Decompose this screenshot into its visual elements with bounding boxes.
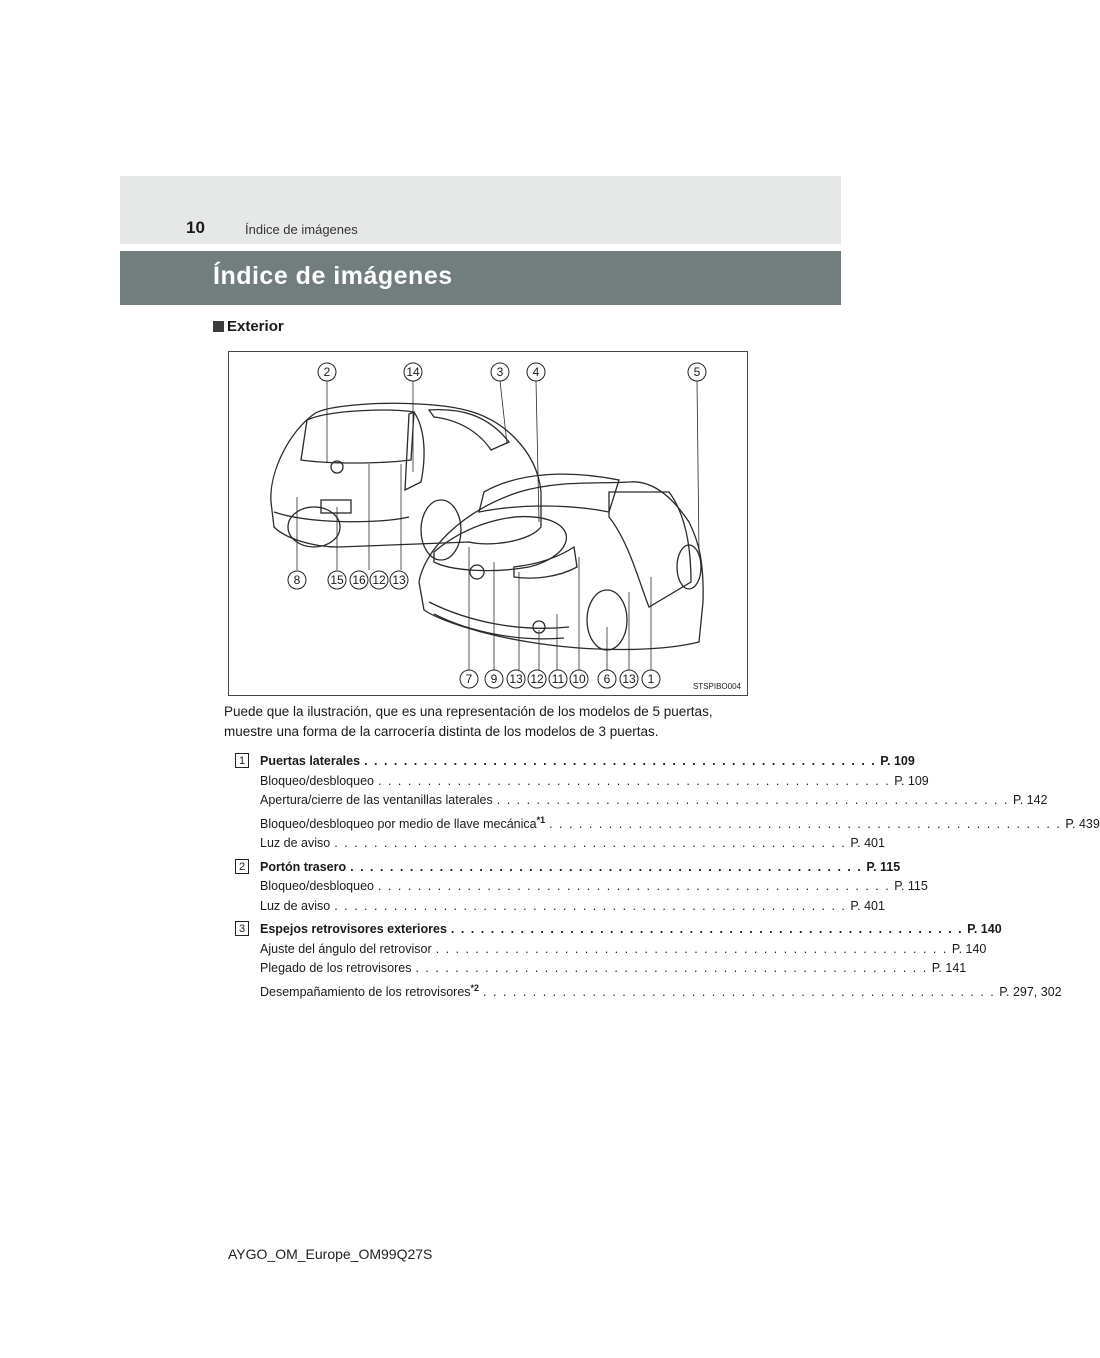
item-label: Portón trasero [260,859,347,874]
rear-lamp [405,412,424,490]
item-page: P. 109 [880,754,915,768]
page-number: 10 [186,218,205,237]
front-door [609,492,691,607]
index-subitem: Bloqueo/desbloqueo . . . . . . . . . . . . . . . . . . . . . . . . . . . . . . . . . . . . . . . . . . . . . . . . . . . . P. 109 [260,773,929,788]
callout-top-4: 4 [532,365,540,379]
index-subitem: Apertura/cierre de las ventanillas laterales . . . . . . . . . . . . . . . . . . . . . . . . . . . . . . . . . . . . . . . . . . . . . . . . . . . . P. 142 [260,793,1048,807]
item-label: Espejos retrovisores exteriores [260,922,447,937]
callout-bottom-8: 13 [622,672,636,686]
index-list [235,752,1100,1006]
header-band [120,176,841,244]
item-page: P. 115 [866,859,901,874]
running-title: Índice de imágenes [245,222,358,237]
callout-top-2: 14 [406,365,420,379]
callout-bottom-4: 12 [530,672,544,686]
section-heading [213,318,284,335]
callout-left-3: 16 [352,573,366,587]
car-exterior-figure [228,351,748,696]
callout-left-2: 15 [330,573,344,587]
callout-left-4: 12 [372,573,386,587]
index-subitem: Plegado de los retrovisores . . . . . . . . . . . . . . . . . . . . . . . . . . . . . . . . . . . . . . . . . . . . . . . . . . . . P. 141 [260,961,967,976]
index-subitem: Bloqueo/desbloqueo . . . . . . . . . . . . . . . . . . . . . . . . . . . . . . . . . . . . . . . . . . . . . . . . . . . . P. 115 [260,879,928,894]
index-group-1 [235,752,1100,854]
figure-caption: Puede que la ilustración, que es una representación de los modelos de 5 puertas, muestre una forma de la carrocería distinta de los modelos de 3 puertas. [224,704,713,739]
front-grille [429,602,569,628]
car-illustration [229,352,747,695]
index-item-main: 2 Portón trasero . . . . . . . . . . . . . . . . . . . . . . . . . . . . . . . . . . . . . . . . . . . . . . . . . . . . P. 115 [235,858,725,878]
figure-code: STSPIBO004 [692,682,741,691]
callout-top-3: 3 [496,365,504,379]
item-page: P. 140 [967,922,1002,937]
item-number-badge: 2 [235,859,249,874]
callout-bottom-1: 7 [465,672,473,686]
callout-top-5: 5 [693,365,701,379]
item-label: Puertas laterales [260,754,361,768]
section-label: Exterior [227,318,284,335]
front-emblem [470,565,484,579]
index-item-main: 1 Puertas laterales . . . . . . . . . . . . . . . . . . . . . . . . . . . . . . . . . . . . . . . . . . . . . . . . . . . . P. 109 [235,752,725,772]
index-group-3 [235,920,1062,1002]
index-group-2 [235,858,928,917]
callout-bottom-6: 10 [572,672,586,686]
callout-bottom-2: 9 [490,672,498,686]
callout-left-1: 8 [293,573,301,587]
index-subitem: Luz de aviso . . . . . . . . . . . . . . . . . . . . . . . . . . . . . . . . . . . . . . . . . . . . . . . . . . . . P. 401 [260,898,885,913]
front-windshield [479,474,619,512]
callout-top-1: 2 [323,365,331,379]
rear-side-window [429,410,509,450]
page-title: Índice de imágenes [213,262,453,290]
index-subitem: Ajuste del ángulo del retrovisor . . . . . . . . . . . . . . . . . . . . . . . . . . . . . . . . . . . . . . . . . . . . . . . . . . . . P. 140 [260,941,987,956]
callout-left-5: 13 [392,573,406,587]
headlamp [514,547,577,578]
index-subitem: Desempañamiento de los retrovisores$^{*2}$ . . . . . . . . . . . . . . . . . . . . . . . . . . . . . . . . . . . . . . . . . . . . . . . . . . . . P. 297, 302 [260,982,1062,999]
square-bullet-icon [213,321,224,332]
rear-wheel-right [421,500,461,560]
footer-code: AYGO_OM_Europe_OM99Q27S [228,1246,433,1262]
item-number-badge: 1 [235,753,249,768]
callout-bottom-9: 1 [647,672,655,686]
rear-window [301,410,414,463]
index-item-main: 3 Espejos retrovisores exteriores . . . . . . . . . . . . . . . . . . . . . . . . . . . . . . . . . . . . . . . . . . . . . . . . . . . . P. 140 [235,920,725,940]
callout-bottom-7: 6 [603,672,611,686]
item-number-badge: 3 [235,921,249,936]
callout-bottom-3: 13 [509,672,523,686]
rear-plate [321,500,351,513]
callout-bottom-5: 11 [551,672,565,686]
index-subitem: Luz de aviso . . . . . . . . . . . . . . . . . . . . . . . . . . . . . . . . . . . . . . . . . . . . . . . . . . . . P. 401 [260,836,885,851]
index-subitem: Bloqueo/desbloqueo por medio de llave mecánica$^{*1}$ . . . . . . . . . . . . . . . . . . . . . . . . . . . . . . . . . . . . . . . . . . . . . . . . . . . . P. 439 [260,814,1100,831]
